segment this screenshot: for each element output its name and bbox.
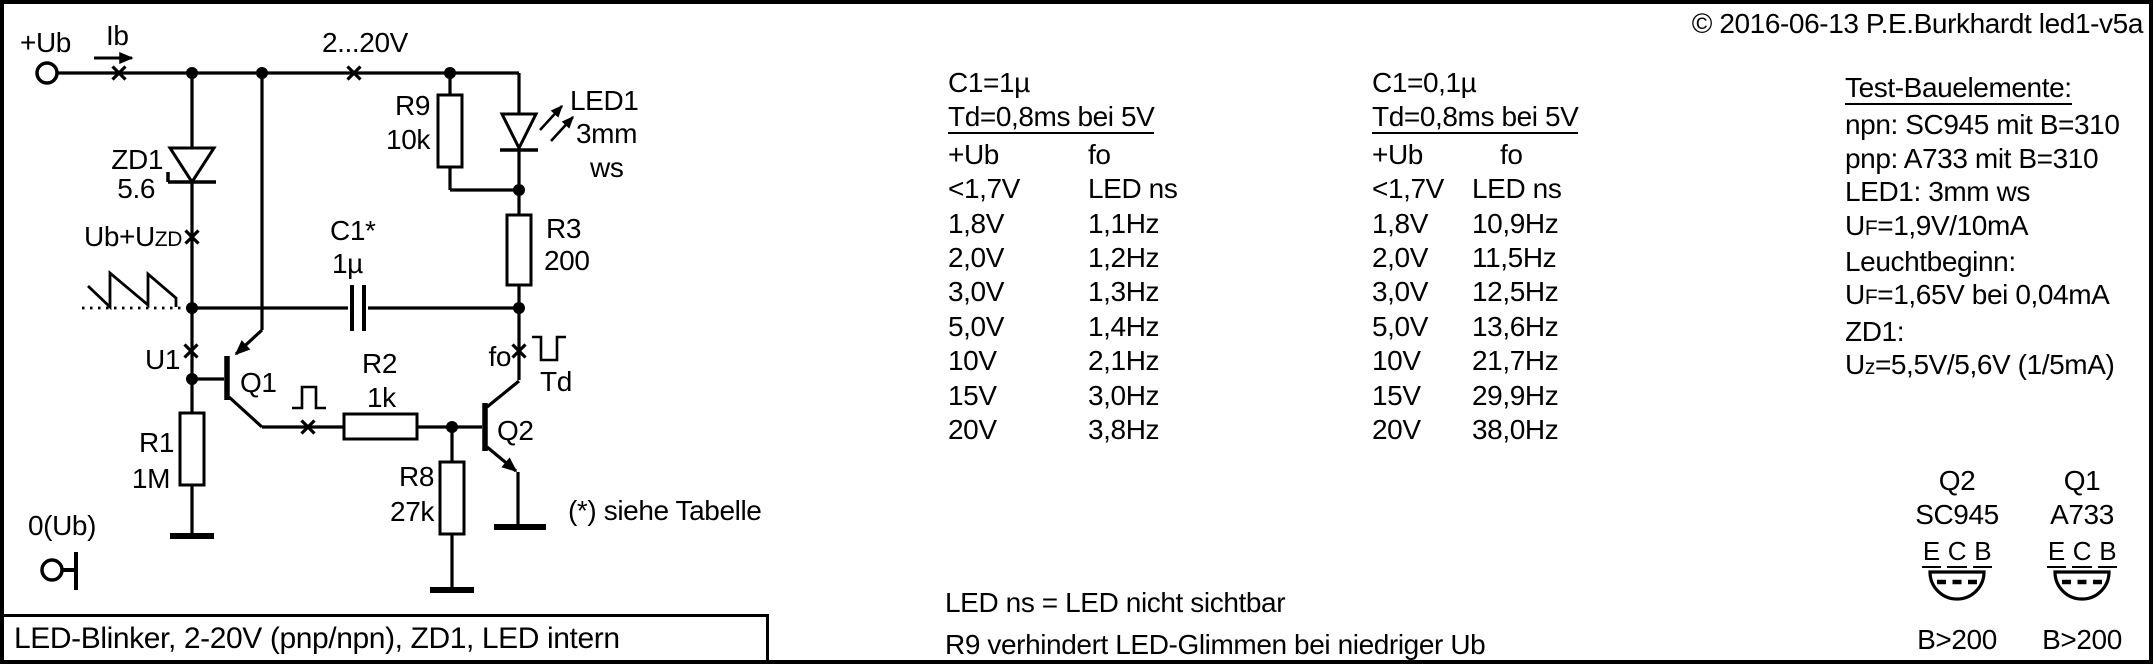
uz-value: =5,5V/5,6V (1/5mA) xyxy=(1874,349,2115,381)
r2-label: R2 xyxy=(362,348,397,379)
zener-zd1 xyxy=(168,148,216,182)
pin-c: C xyxy=(2072,536,2092,566)
cell-ub: 15V xyxy=(948,379,997,411)
package-pinout xyxy=(1887,536,2027,566)
cell-fo: 1,2Hz xyxy=(1088,242,1160,274)
uf-value: =1,9V/10mA xyxy=(1877,209,2029,241)
table-row xyxy=(1372,344,1578,378)
cell-ub: 20V xyxy=(948,414,997,446)
cell-ub: 10V xyxy=(948,345,997,377)
pin-b: B xyxy=(2099,536,2117,566)
q1-emitter-arrow xyxy=(236,330,262,354)
cell-fo: 2,1Hz xyxy=(1088,345,1160,377)
uf-value: =1,65V bei 0,04mA xyxy=(1877,279,2110,311)
table-row xyxy=(948,241,1177,275)
r9-value: 10k xyxy=(386,124,430,155)
npn-spec: npn: SC945 mit B=310 xyxy=(1845,109,2120,141)
plus-ub-terminal xyxy=(37,63,57,83)
cell-ub: 20V xyxy=(1372,414,1421,446)
cell-fo: 3,8Hz xyxy=(1088,414,1160,446)
zero-ub-bar xyxy=(62,552,76,590)
ib-label: Ib xyxy=(106,20,129,51)
schematic-labels xyxy=(20,20,761,541)
cell-ub: 2,0V xyxy=(1372,242,1428,274)
c1-label: C1* xyxy=(330,215,376,246)
cell-ub: 3,0V xyxy=(1372,276,1428,308)
uf-subscript: F xyxy=(1864,216,1878,240)
r8-value: 27k xyxy=(390,496,434,527)
u1-label: U1 xyxy=(145,344,180,375)
package-gain: B>200 xyxy=(2042,624,2122,655)
junction-dot xyxy=(513,302,525,314)
cell-ub: 10V xyxy=(1372,345,1421,377)
ub-uzd-label: Ub+UZD xyxy=(84,221,182,252)
r9-label: R9 xyxy=(395,90,430,121)
uf-threshold-spec xyxy=(1845,278,2120,314)
junction-dot xyxy=(446,421,458,433)
package-part: SC945 xyxy=(1915,499,1999,530)
table-row xyxy=(948,207,1177,241)
resistor-r8 xyxy=(440,462,464,534)
table-header-row xyxy=(1372,138,1578,172)
note-led-ns: LED ns = LED nicht sichtbar xyxy=(945,587,1286,618)
junction-dot xyxy=(444,67,456,79)
table-row xyxy=(948,344,1177,378)
circuit-schematic xyxy=(0,0,820,664)
cell-ub: 2,0V xyxy=(948,242,1004,274)
table-row xyxy=(948,413,1177,447)
pnp-spec: pnp: A733 mit B=310 xyxy=(1845,142,2099,174)
r3-label: R3 xyxy=(546,213,581,244)
col-header-fo: fo xyxy=(1088,138,1111,170)
pulse-waveform xyxy=(292,387,326,408)
zd1-value: 5.6 xyxy=(117,173,155,204)
q1-collector-wire xyxy=(229,397,344,427)
col-header-ub: +Ub xyxy=(948,138,999,170)
zd1-label: ZD1 xyxy=(111,144,163,175)
resistor-r3 xyxy=(507,215,531,285)
resistor-r1 xyxy=(180,413,204,485)
copyright-notice: © 2016-06-13 P.E.Burkhardt led1-v5a xyxy=(1691,8,2143,39)
to92-package-icon xyxy=(1925,568,1989,610)
test-components-heading: Test-Bauelemente: xyxy=(1845,72,2072,103)
resistor-r9 xyxy=(438,95,462,167)
pin-b: B xyxy=(1974,536,1992,566)
cell-fo: 38,0Hz xyxy=(1472,414,1559,446)
leuchtbeginn-label: Leuchtbeginn: xyxy=(1845,246,2016,278)
r3-value: 200 xyxy=(544,245,590,276)
resistors xyxy=(180,95,531,534)
cell-fo: 29,9Hz xyxy=(1472,379,1559,411)
uz-spec xyxy=(1845,348,2120,384)
resistor-r2 xyxy=(344,414,417,439)
cell-ub: 1,8V xyxy=(948,207,1004,239)
range-label: 2...20V xyxy=(322,27,408,58)
col-header-ub: +Ub xyxy=(1372,138,1423,170)
c1-value: 1µ xyxy=(332,248,363,279)
table-row xyxy=(948,275,1177,309)
capacitor-c1 xyxy=(352,285,364,331)
notes-block xyxy=(945,582,1485,664)
zd1-triangle xyxy=(170,148,214,182)
zd1-cathode-bar xyxy=(168,172,216,182)
table-caption: C1=0,1µ xyxy=(1372,67,1477,98)
cell-fo: 13,6Hz xyxy=(1472,310,1559,342)
junction-dot xyxy=(256,67,268,79)
led1-size-label: 3mm xyxy=(576,118,638,149)
frequency-table-c1-01u xyxy=(1372,66,1578,447)
led1-symbol xyxy=(500,106,573,150)
zd1-heading: ZD1: xyxy=(1845,315,1905,347)
package-gain: B>200 xyxy=(1917,624,1997,655)
uf-symbol: U xyxy=(1845,209,1865,241)
pin-e: E xyxy=(1922,536,1940,566)
cell-fo: 1,4Hz xyxy=(1088,310,1160,342)
junction-dot xyxy=(186,373,198,385)
notch-waveform xyxy=(532,337,566,360)
r2-value: 1k xyxy=(367,382,396,413)
table-condition: Td=0,8ms bei 5V xyxy=(948,101,1155,133)
led1-light-arrow-1 xyxy=(540,106,562,130)
table-header-row xyxy=(948,138,1177,172)
to92-package-icon xyxy=(2050,568,2114,610)
asterisk-note: (*) siehe Tabelle xyxy=(568,495,762,526)
note-r9: R9 verhindert LED-Glimmen bei niedriger Ub xyxy=(945,628,1486,660)
junction-dot xyxy=(186,67,198,79)
led1-light-arrow-2 xyxy=(551,117,573,141)
table-caption: C1=1µ xyxy=(948,67,1030,98)
table-row xyxy=(1372,413,1578,447)
uf-symbol: U xyxy=(1845,279,1865,311)
q2-label: Q2 xyxy=(497,415,534,446)
uf-subscript: F xyxy=(1864,286,1878,310)
r8-label: R8 xyxy=(399,461,434,492)
pin-c: C xyxy=(1947,536,1967,566)
cell-ub: <1,7V xyxy=(948,173,1020,205)
led1-triangle xyxy=(502,114,536,148)
led1-label: LED1 xyxy=(570,85,639,116)
plus-ub-label: +Ub xyxy=(20,27,71,58)
table-row xyxy=(948,172,1177,206)
package-part: A733 xyxy=(2050,499,2114,530)
sawtooth-waveform xyxy=(88,273,176,307)
cell-ub: 15V xyxy=(1372,379,1421,411)
table-row xyxy=(948,379,1177,413)
table-row xyxy=(1372,207,1578,241)
package-ref: Q1 xyxy=(2063,465,2101,496)
zero-ub-terminal xyxy=(42,560,62,580)
td-label: Td xyxy=(540,366,572,397)
cell-fo: 11,5Hz xyxy=(1472,242,1557,274)
r1-label: R1 xyxy=(139,427,174,458)
uz-symbol: U xyxy=(1845,349,1865,381)
cell-fo: 1,1Hz xyxy=(1088,207,1160,239)
frequency-table-c1-1u xyxy=(948,66,1177,447)
table-row xyxy=(1372,379,1578,413)
table-condition: Td=0,8ms bei 5V xyxy=(1372,101,1579,133)
table-row xyxy=(1372,275,1578,309)
cell-ub: 5,0V xyxy=(1372,310,1428,342)
table-row xyxy=(1372,172,1578,206)
cell-fo: 12,5Hz xyxy=(1472,276,1559,308)
q2-collector-wire xyxy=(487,381,519,407)
cell-ub: <1,7V xyxy=(1372,173,1444,205)
package-q2 xyxy=(1887,464,2027,655)
r1-value: 1M xyxy=(131,463,170,494)
cell-fo: LED ns xyxy=(1472,173,1562,205)
pin-e: E xyxy=(2047,536,2065,566)
led1-color-label: ws xyxy=(590,152,624,183)
ground-symbols xyxy=(170,527,546,590)
cell-fo: 21,7Hz xyxy=(1472,345,1559,377)
q1-label: Q1 xyxy=(240,367,277,398)
uf-spec xyxy=(1845,209,2120,245)
junction-dot xyxy=(513,184,525,196)
cell-ub: 3,0V xyxy=(948,276,1004,308)
table-row xyxy=(1372,241,1578,275)
cell-fo: LED ns xyxy=(1088,173,1178,205)
col-header-fo: fo xyxy=(1500,138,1523,170)
cell-fo: 3,0Hz xyxy=(1088,379,1160,411)
cell-fo: 1,3Hz xyxy=(1088,276,1160,308)
package-ref: Q2 xyxy=(1938,465,1976,496)
cell-ub: 5,0V xyxy=(948,310,1004,342)
cell-fo: 10,9Hz xyxy=(1472,207,1559,239)
uz-subscript: z xyxy=(1864,356,1875,380)
fo-label: fo xyxy=(488,341,511,372)
title-box: LED-Blinker, 2-20V (pnp/npn), ZD1, LED intern xyxy=(2,614,769,661)
table-row xyxy=(948,310,1177,344)
test-components-panel xyxy=(1845,71,2120,385)
led-spec: LED1: 3mm ws xyxy=(1845,176,2031,208)
package-q1 xyxy=(2012,464,2152,655)
q2-emitter-arrow xyxy=(487,447,516,471)
package-pinout xyxy=(2012,536,2152,566)
junction-dot xyxy=(186,302,198,314)
cell-ub: 1,8V xyxy=(1372,207,1428,239)
zero-ub-label: 0(Ub) xyxy=(28,510,97,541)
table-row xyxy=(1372,310,1578,344)
